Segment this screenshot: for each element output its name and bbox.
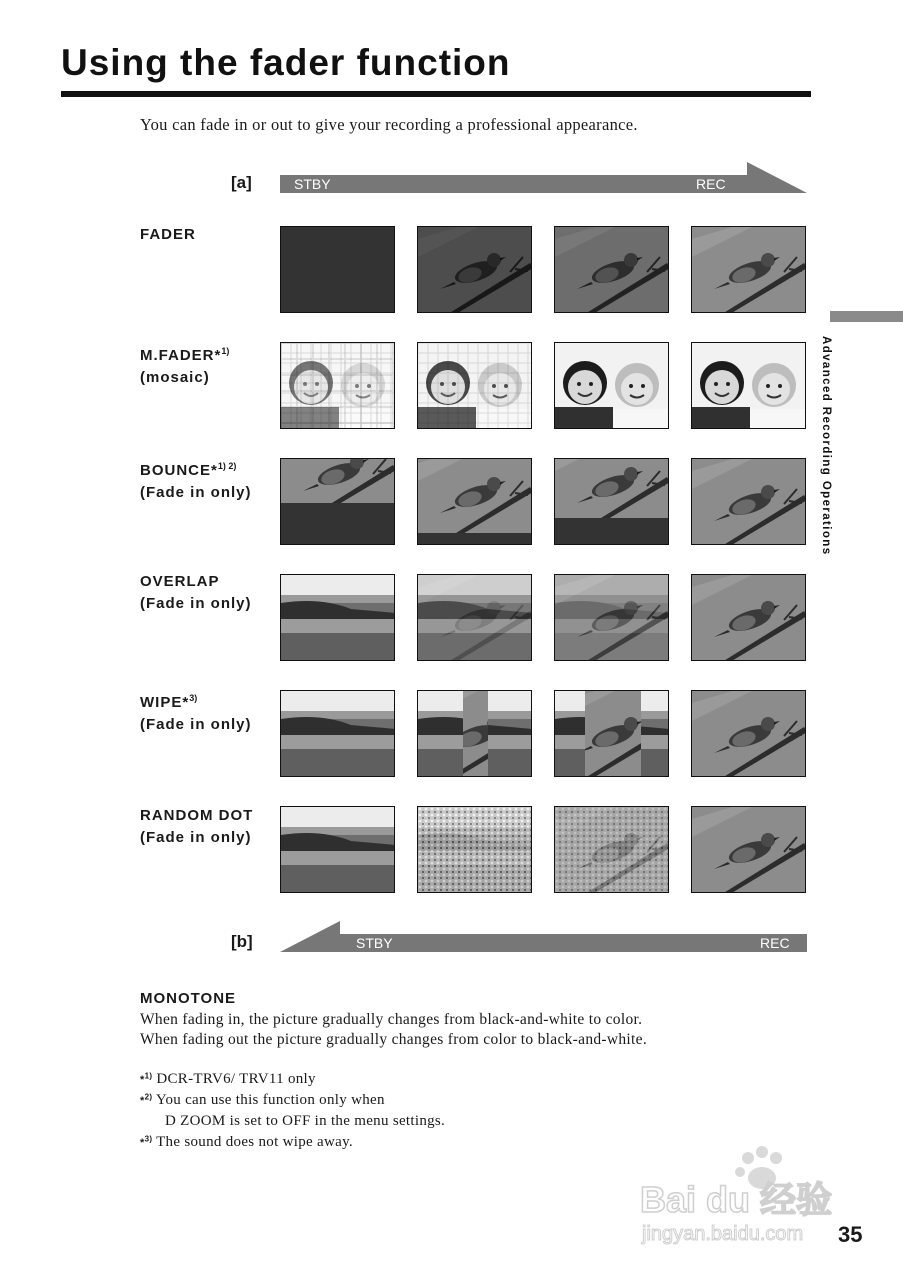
random-dot-frame-4 [691,806,806,893]
watermark-url: jingyan.baidu.com [642,1223,804,1245]
mfader-frame-4 [691,342,806,429]
footnote-1 [140,1071,316,1088]
row-label-text: M.FADER* [140,347,222,364]
row-label-text: BOUNCE* [140,462,218,479]
row-label-text: RANDOM DOT [140,807,254,824]
row-label-text: FADER [140,226,196,243]
intro-text: You can fade in or out to give your recording a professional appearance. [140,115,638,134]
row-label-mark: 1) [221,346,230,356]
random-dot-frame-3 [554,806,669,893]
mfader-frame-1 [280,342,395,429]
row-label-wipe [140,687,252,736]
fader-frame-4 [691,226,806,313]
row-label-mark: 1) 2) [217,461,237,471]
bounce-frame-2 [417,458,532,545]
fader-frame-2 [417,226,532,313]
bounce-frame-1 [280,458,395,545]
wipe-frame-1 [280,690,395,777]
overlap-frame-1 [280,574,395,661]
arrow-a-end-label: REC [696,176,726,192]
footnote-number: 2) [144,1092,153,1102]
monotone-line: When fading in, the picture gradually changes from black-and-white to color. [140,1011,643,1028]
overlap-frame-3 [554,574,669,661]
row-label-text: WIPE* [140,694,190,711]
row-label-sub: (Fade in only) [140,829,252,846]
random-dot-frame-1 [280,806,395,893]
random-dot-frame-2 [417,806,532,893]
page-title: Using the fader function [61,42,511,83]
row-label-sub: (Fade in only) [140,484,252,501]
arrow-a-start-label: STBY [294,176,331,192]
row-label-text: OVERLAP [140,573,220,590]
arrow-b-end-label: REC [760,935,790,951]
mfader-frame-3 [554,342,669,429]
footnote-mark: * [140,1137,145,1149]
footnote-2 [140,1092,385,1109]
title-underline [61,91,811,97]
section-tab-label: Advanced Recording Operations [820,336,832,556]
row-label-mark: 3) [189,693,198,703]
wipe-frame-2 [417,690,532,777]
fader-frame-3 [554,226,669,313]
row-label-overlap [140,571,252,615]
bounce-frame-3 [554,458,669,545]
row-label-sub: (mosaic) [140,369,210,386]
section-tab-marker [830,311,903,322]
row-label-fader [140,224,196,246]
footnote-2-continued [165,1113,445,1130]
wipe-frame-3 [554,690,669,777]
mfader-frame-2 [417,342,532,429]
footnote-mark: * [140,1095,145,1107]
footnote-text: You can use this function only when [155,1092,385,1108]
bounce-frame-4 [691,458,806,545]
row-label-mfader [140,340,229,389]
footnote-number: 3) [144,1134,153,1144]
fader-frame-1 [280,226,395,313]
row-label-bounce [140,455,252,504]
footnote-3 [140,1134,353,1151]
arrow-a-shape [280,162,807,193]
overlap-frame-2 [417,574,532,661]
footnote-mark: * [140,1074,145,1086]
arrow-a-tag: [a] [231,173,252,192]
footnote-text: The sound does not wipe away. [156,1134,353,1150]
row-label-sub: (Fade in only) [140,595,252,612]
footnote-text: D ZOOM is set to OFF in the menu settings. [165,1113,446,1129]
page-number: 35 [838,1222,863,1247]
footnote-text: DCR-TRV6/ TRV11 only [156,1071,316,1087]
row-label-random-dot [140,805,253,849]
row-label-sub: (Fade in only) [140,716,252,733]
monotone-line: When fading out the picture gradually changes from color to black-and-white. [140,1031,647,1048]
watermark-brand: Bai du 经验 [640,1179,833,1220]
footnote-number: 1) [144,1071,153,1081]
wipe-frame-4 [691,690,806,777]
arrow-b-tag: [b] [231,932,253,951]
arrow-b-start-label: STBY [356,935,393,951]
monotone-heading: MONOTONE [140,990,237,1007]
baidu-watermark [640,1140,850,1250]
overlap-frame-4 [691,574,806,661]
